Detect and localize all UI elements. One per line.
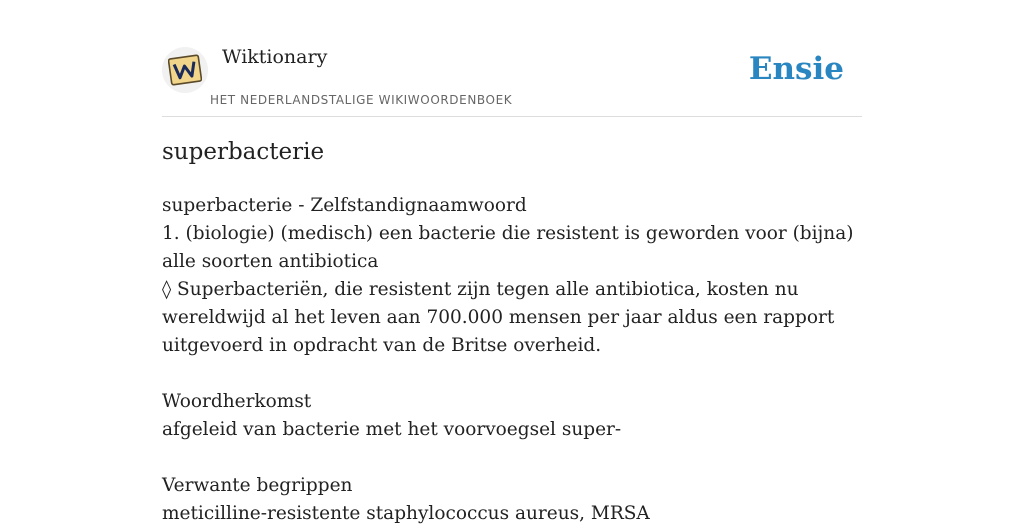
definition: 1. (biologie) (medisch) een bacterie die resistent is geworden voor (bijna) alle soorten antibiotica <box>162 223 854 272</box>
entry-content <box>162 192 862 528</box>
page-title: superbacterie <box>162 139 325 165</box>
spacer <box>162 444 862 472</box>
related-heading: Verwante begrippen <box>162 475 353 496</box>
etymology-heading: Woordherkomst <box>162 391 312 412</box>
site-name[interactable]: Wiktionary <box>222 46 328 68</box>
ensie-brand-link[interactable]: Ensie <box>748 51 844 87</box>
site-header <box>162 40 862 117</box>
etymology-text: afgeleid van bacterie met het voorvoegsel super- <box>162 419 622 440</box>
wiktionary-logo-graphic <box>168 54 202 86</box>
spacer <box>162 360 862 388</box>
part-of-speech-line: superbacterie - Zelfstandignaamwoord <box>162 195 527 216</box>
site-tagline: HET NEDERLANDSTALIGE WIKIWOORDENBOEK <box>210 93 513 107</box>
related-text: meticilline-resistente staphylococcus aureus, MRSA <box>162 503 650 524</box>
wiktionary-logo-icon[interactable] <box>162 47 208 93</box>
example-sentence: ◊ Superbacteriën, die resistent zijn tegen alle antibiotica, kosten nu wereldwijd al het leven aan 700.000 mensen per jaar aldus een rapport uitgevoerd in opdracht van de Britse overheid. <box>162 279 835 356</box>
